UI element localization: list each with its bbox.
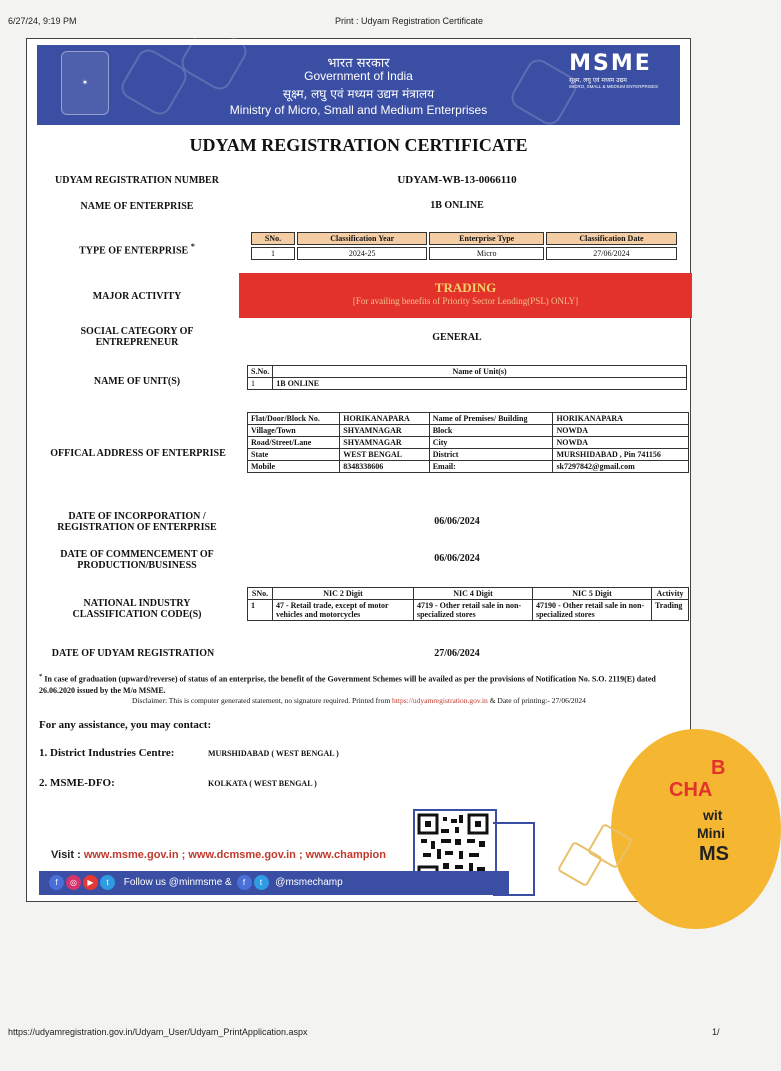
social-handle: @msmechamp xyxy=(275,877,343,888)
contact-dfo-label: 2. MSME-DFO: xyxy=(39,777,115,789)
nic-table xyxy=(247,587,689,621)
addr-label: City xyxy=(429,437,553,449)
type-year: 2024-25 xyxy=(297,247,428,260)
graduation-note: * In case of graduation (upward/reverse) of status of an enterprise, the benefit of the Government Schemes will be availed as per the provisions of Notification No. S.O. 2119(E) dated 26.06.2020 issued by the M/o MSME. xyxy=(39,673,656,695)
national-emblem-icon: ✶ xyxy=(61,51,109,115)
print-footer xyxy=(8,1027,720,1037)
reg-no-label: UDYAM REGISTRATION NUMBER xyxy=(55,175,219,186)
address-row xyxy=(248,449,689,461)
type-table xyxy=(249,230,679,262)
addr-value: SHYAMNAGAR xyxy=(340,437,429,449)
certificate-title: UDYAM REGISTRATION CERTIFICATE xyxy=(189,135,528,155)
unit-name: 1B ONLINE xyxy=(273,378,687,390)
units-th-sno: S.No. xyxy=(248,366,273,378)
units-th-name: Name of Unit(s) xyxy=(273,366,687,378)
social-category-label: SOCIAL CATEGORY OF ENTREPRENEUR xyxy=(80,326,194,348)
type-sno: 1 xyxy=(251,247,295,260)
disclaimer xyxy=(39,696,679,705)
champ-l3: wit xyxy=(703,807,723,823)
addr-value: HORIKANAPARA xyxy=(553,413,689,425)
type-th-sno: SNo. xyxy=(251,232,295,245)
units-label: NAME OF UNIT(S) xyxy=(93,376,181,387)
disclaimer-link[interactable]: https://udyamregistration.gov.in xyxy=(392,696,488,705)
nic-activity: Trading xyxy=(651,600,688,621)
addr-label: Email: xyxy=(429,461,553,473)
graduation-note-text: In case of graduation (upward/reverse) of status of an enterprise, the benefit of the Government Schemes will be availed as per the provisions of Notification No. S.O. 2119(E) dated 26.06.2020 issued by the M/o MSME. xyxy=(39,674,656,695)
contact-dic-value: MURSHIDABAD ( WEST BENGAL ) xyxy=(208,749,339,758)
commencement-label: DATE OF COMMENCEMENT OF PRODUCTION/BUSINESS xyxy=(60,549,214,571)
nic-5-digit: 47190 - Other retail sale in non-specialized stores xyxy=(532,600,651,621)
champ-l4: Mini xyxy=(697,825,725,841)
msme-logo-hindi: सूक्ष्म, लघु एवं मध्यम उद्यम xyxy=(569,77,627,84)
champ-l5: MS xyxy=(699,843,729,865)
commencement-value: 06/06/2024 xyxy=(434,553,480,564)
type-label-text: TYPE OF ENTERPRISE xyxy=(79,245,189,257)
champ-l1: B xyxy=(711,757,726,779)
twitter-icon[interactable]: t xyxy=(100,875,115,890)
instagram-icon[interactable]: ◎ xyxy=(66,875,81,890)
type-label: TYPE OF ENTERPRISE * xyxy=(79,242,195,257)
msme-logo-sub: MICRO, SMALL & MEDIUM ENTERPRISES xyxy=(569,84,658,89)
addr-label: Road/Street/Lane xyxy=(248,437,340,449)
addr-label: State xyxy=(248,449,340,461)
address-row xyxy=(248,461,689,473)
champ-l2: CHA xyxy=(669,779,713,801)
nic-th-sno: SNo. xyxy=(248,588,273,600)
ministry-hindi: सूक्ष्म, लघु एवं मध्यम उद्यम मंत्रालय xyxy=(282,87,435,101)
reg-no-value: UDYAM-WB-13-0066110 xyxy=(397,174,517,186)
visit-urls[interactable]: www.msme.gov.in ; www.dcmsme.gov.in ; www.champion xyxy=(83,849,386,861)
nic-4-digit: 4719 - Other retail sale in non-specialized stores xyxy=(413,600,532,621)
gov-hindi: भारत सरकार xyxy=(327,56,390,71)
name-value: 1B ONLINE xyxy=(430,200,484,211)
name-label: NAME OF ENTERPRISE xyxy=(80,201,194,212)
visit-prefix: Visit : xyxy=(51,849,84,861)
contact-dic-label: 1. District Industries Centre: xyxy=(39,747,175,759)
addr-value: NOWDA xyxy=(553,437,689,449)
champions-badge xyxy=(611,729,781,929)
youtube-icon[interactable]: ▶ xyxy=(83,875,98,890)
contact-dfo-value: KOLKATA ( WEST BENGAL ) xyxy=(208,779,317,788)
nic-label: NATIONAL INDUSTRY CLASSIFICATION CODE(S) xyxy=(72,598,202,620)
units-table xyxy=(247,365,687,390)
facebook-icon[interactable]: f xyxy=(237,875,252,890)
udyam-date-label: DATE OF UDYAM REGISTRATION xyxy=(51,648,215,659)
twitter-icon[interactable]: t xyxy=(254,875,269,890)
nic-th-2: NIC 2 Digit xyxy=(272,588,413,600)
incorporation-label: DATE OF INCORPORATION / REGISTRATION OF ENTERPRISE xyxy=(57,511,217,533)
addr-value: NOWDA xyxy=(553,425,689,437)
certificate xyxy=(26,38,729,902)
msme-logo xyxy=(569,51,658,89)
major-activity-label: MAJOR ACTIVITY xyxy=(92,291,182,302)
addr-value: SHYAMNAGAR xyxy=(340,425,429,437)
addr-value: sk7297842@gmail.com xyxy=(553,461,689,473)
nic-2-digit: 47 - Retail trade, except of motor vehicles and motorcycles xyxy=(272,600,413,621)
gov-english: Government of India xyxy=(304,69,413,83)
activity-note: [For availing benefits of Priority Sector Lending(PSL) ONLY] xyxy=(352,296,579,306)
address-table xyxy=(247,412,689,473)
nic-th-5: NIC 5 Digit xyxy=(532,588,651,600)
ministry-english: Ministry of Micro, Small and Medium Enterprises xyxy=(229,103,488,117)
print-datetime: 6/27/24, 9:19 PM xyxy=(8,16,77,26)
nic-th-4: NIC 4 Digit xyxy=(413,588,532,600)
type-th-year: Classification Year xyxy=(297,232,428,245)
social-bar xyxy=(39,871,509,895)
social-category-value: GENERAL xyxy=(432,332,482,343)
udyam-date-value: 27/06/2024 xyxy=(434,648,480,659)
major-activity-banner xyxy=(239,273,692,318)
visit-line xyxy=(51,849,405,861)
assistance-heading: For any assistance, you may contact: xyxy=(39,719,212,731)
addr-label: District xyxy=(429,449,553,461)
type-date: 27/06/2024 xyxy=(546,247,677,260)
address-label: OFFICAL ADDRESS OF ENTERPRISE xyxy=(50,448,226,459)
address-row xyxy=(248,425,689,437)
msme-logo-text: MSME xyxy=(569,51,652,76)
unit-sno: 1 xyxy=(248,378,273,390)
incorporation-value: 06/06/2024 xyxy=(434,516,480,527)
type-th-date: Classification Date xyxy=(546,232,677,245)
addr-label: Village/Town xyxy=(248,425,340,437)
address-row xyxy=(248,437,689,449)
addr-label: Flat/Door/Block No. xyxy=(248,413,340,425)
print-title: Print : Udyam Registration Certificate xyxy=(335,16,484,26)
address-row xyxy=(248,413,689,425)
facebook-icon[interactable]: f xyxy=(49,875,64,890)
type-th-type: Enterprise Type xyxy=(429,232,543,245)
print-page: 1/ xyxy=(712,1027,720,1037)
addr-label: Mobile xyxy=(248,461,340,473)
addr-label: Name of Premises/ Building xyxy=(429,413,553,425)
disclaimer-pre: Disclaimer: This is computer generated statement, no signature required. Printed from xyxy=(132,696,393,705)
activity-main: TRADING xyxy=(434,280,497,295)
print-url: https://udyamregistration.gov.in/Udyam_User/Udyam_PrintApplication.aspx xyxy=(8,1027,308,1037)
type-enterprise: Micro xyxy=(429,247,543,260)
addr-value: 8348338606 xyxy=(340,461,429,473)
addr-value: HORIKANAPARA xyxy=(340,413,429,425)
addr-label: Block xyxy=(429,425,553,437)
ministry-banner xyxy=(37,45,680,125)
addr-value: WEST BENGAL xyxy=(340,449,429,461)
follow-text: Follow us @minmsme & xyxy=(123,877,232,888)
addr-value: MURSHIDABAD , Pin 741156 xyxy=(553,449,689,461)
nic-sno: 1 xyxy=(248,600,273,621)
disclaimer-post: & Date of printing:- 27/06/2024 xyxy=(487,696,586,705)
nic-th-activity: Activity xyxy=(651,588,688,600)
